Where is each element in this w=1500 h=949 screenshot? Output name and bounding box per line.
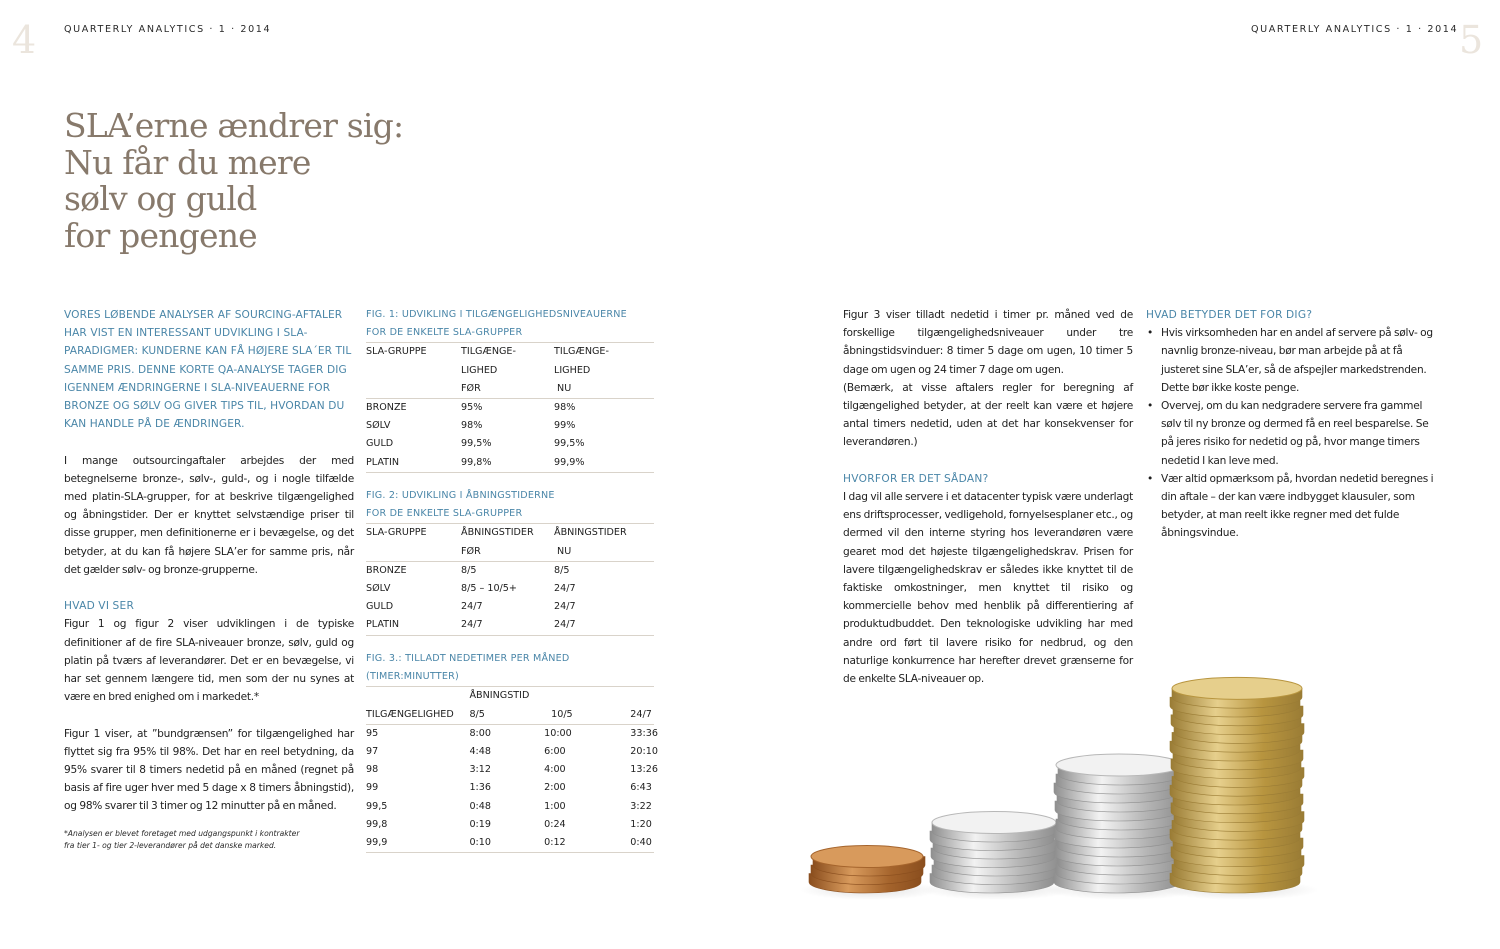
- cell: 97: [366, 746, 379, 758]
- coin-stacks-icon: [800, 650, 1500, 949]
- cell: SØLV: [366, 583, 391, 595]
- cell: BRONZE: [366, 402, 407, 414]
- cell: 24/7: [554, 601, 576, 613]
- table-row: [366, 580, 654, 598]
- cell: 0:24: [544, 818, 566, 830]
- figure-3-table: [366, 687, 658, 853]
- header-cell: FØR: [461, 380, 554, 399]
- cell: 0:40: [627, 834, 654, 853]
- cell: 3:22: [630, 800, 652, 812]
- cell: GULD: [366, 438, 394, 450]
- body-paragraph: Figur 1 og figur 2 viser udviklingen i de typiske definitioner af de fire SLA-niveauer bronze, sølv, guld og platin på tværs af leverandører. Det er en bevægelse, vi har set gennem længere tid, men som der nu synes at være en bred enighed om i markedet.*: [64, 618, 354, 704]
- cell: 95: [366, 727, 379, 739]
- cell: 8/5: [461, 564, 477, 576]
- cell: 99,5%: [461, 438, 492, 450]
- cell: 24/7: [461, 601, 483, 613]
- table-row: [366, 561, 654, 580]
- cell: 99,5: [366, 800, 388, 812]
- body-paragraph: Figur 3 viser tilladt nedetid i timer pr. måned ved de forskellige tilgængelighedsniveauer under tre åbningstidsvinduer: 8 timer 5 dage om ugen, 10 timer 5 dage om ugen og 24 timer 7 dage om ugen.: [843, 309, 1133, 376]
- article-title: [64, 108, 403, 254]
- cell: 6:43: [630, 782, 652, 794]
- table-row: [366, 816, 654, 834]
- body-paragraph: I dag vil alle servere i et datacenter typisk være underlagt ens driftsprocesser, vedligehold, fornyelsesplaner etc., og dermed vil den interne styring hos leverandøren være gearet mod det højeste tilgængelighedskrav. Prisen for lavere tilgængelighedskrav er således ikke knyttet til de faktiske omkostninger, men knyttet til risiko og kommercielle behov med henblik på differentiering af produktudbuddet. Den teknologiske udvikling har med andre ord ført til lavere risiko for nedbrud, og den naturlige konkurrence har herefter drevet grænserne for de enkelte SLA-niveauer op.: [843, 491, 1133, 686]
- title-line: Nu får du mere: [64, 142, 311, 182]
- coin-top: [811, 846, 923, 868]
- cell: 2:00: [544, 782, 566, 794]
- cell: 98: [366, 764, 379, 776]
- cell: 8/5 – 10/5+: [461, 583, 517, 595]
- header-cell: SLA-GRUPPE: [366, 346, 427, 358]
- cell: 24/7: [461, 616, 554, 635]
- bullet-icon: •: [1147, 400, 1153, 413]
- title-line: sølv og guld: [64, 179, 257, 218]
- table-row: [366, 417, 654, 435]
- cell: 1:36: [469, 782, 491, 794]
- coin-stack-gold: [1161, 677, 1319, 900]
- table-row: [366, 761, 654, 779]
- page-number-left: 4: [12, 18, 37, 62]
- cell: 95%: [461, 402, 483, 414]
- cell: 0:10: [469, 834, 544, 853]
- cell: 33:36: [630, 727, 658, 739]
- bullet-icon: •: [1147, 327, 1153, 340]
- cell: 4:48: [469, 746, 491, 758]
- figure-1-caption: [366, 306, 654, 343]
- cell: 99,9: [366, 834, 469, 853]
- cell: 20:10: [630, 746, 658, 758]
- list-item-text: Overvej, om du kan nedgradere servere fra gammel sølv til ny bronze og dermed få en reel besparelse. Se på jeres risiko for nedetid og på, hvor mange timers nedetid I kan leve med.: [1161, 400, 1429, 467]
- title-line: for pengene: [64, 215, 257, 255]
- header-cell: TILGÆNGELIGHED: [366, 706, 469, 725]
- cell: 99,8: [366, 818, 388, 830]
- caption-line: FOR DE ENKELTE SLA-GRUPPER: [366, 508, 523, 520]
- table-row: [366, 743, 654, 761]
- table-row: [366, 834, 654, 853]
- header-cell: LIGHED: [461, 364, 498, 376]
- cell: 99%: [554, 420, 576, 432]
- cell: SØLV: [366, 420, 391, 432]
- figure-1: [366, 306, 654, 473]
- lead-paragraph: VORES LØBENDE ANALYSER AF SOURCING-AFTALER HAR VIST EN INTERESSANT UDVIKLING I SLA-PARADIGMER: KUNDERNE KAN FÅ HØJERE SLA´ER TIL SAMME PRIS. DENNE KORTE QA-ANALYSE TAGER DIG IGENNEM ÆNDRINGERNE I SLA-NIVEAUERNE FOR BRONZE OG SØLV OG GIVER TIPS TIL, HVORDAN DU KAN HANDLE PÅ DE ÆNDRINGER.: [64, 309, 352, 431]
- cell: 1:00: [544, 800, 566, 812]
- caption-line: FIG. 2: UDVIKLING I ÅBNINGSTIDERNE: [366, 490, 555, 501]
- list-item: [1146, 470, 1436, 543]
- table-row: [366, 798, 654, 816]
- cell: GULD: [366, 601, 394, 613]
- cell: 8:00: [469, 727, 491, 739]
- cell: 13:26: [630, 764, 658, 776]
- header-cell: ÅBNINGSTIDER: [461, 527, 534, 539]
- figure-2: [366, 487, 654, 636]
- footnote-line: *Analysen er blevet foretaget med udgangspunkt i kontrakter: [64, 828, 300, 838]
- cell: 24/7: [554, 583, 576, 595]
- figure-2-caption: [366, 487, 654, 524]
- cell: 0:19: [469, 818, 491, 830]
- cell: 24/7: [554, 616, 654, 635]
- cell: 99,8%: [461, 454, 554, 473]
- tips-list: [1146, 324, 1436, 542]
- section-heading-hvad-vi-ser: HVAD VI SER: [64, 600, 135, 613]
- figure-3-caption: [366, 650, 654, 687]
- cell: 10:00: [544, 727, 572, 739]
- header-cell: FØR: [461, 543, 554, 562]
- cell: 0:12: [544, 834, 627, 853]
- coin-top: [1172, 677, 1302, 699]
- intro-paragraph: I mange outsourcingaftaler arbejdes der med betegnelserne bronze-, sølv-, guld-, og i nogle tilfælde med platin-SLA-grupper, for at beskrive tilgængelighed og åbningstider. Der er knyttet selvstændige priser til disse grupper, men definitionerne er i bevægelse, og det betyder, at du kan få højere SLA’er for samme pris, når det gælder sølv- og bronze-grupperne.: [64, 454, 354, 576]
- cell: 99: [366, 782, 379, 794]
- section-heading-hvorfor: HVORFOR ER DET SÅDAN?: [843, 472, 989, 485]
- table-row: [366, 598, 654, 616]
- section-heading-betyder: HVAD BETYDER DET FOR DIG?: [1146, 309, 1313, 321]
- caption-line: FOR DE ENKELTE SLA-GRUPPER: [366, 327, 523, 339]
- left-column: [64, 306, 354, 853]
- figure-2-table: [366, 524, 654, 635]
- header-cell: TILGÆNGE-: [554, 346, 609, 358]
- page-number-right: 5: [1459, 18, 1484, 62]
- header-cell: ÅBNINGSTIDER: [554, 527, 627, 539]
- cell: 99,5%: [554, 438, 585, 450]
- cell: BRONZE: [366, 564, 407, 576]
- caption-line: FIG. 1: UDVIKLING I TILGÆNGELIGHEDSNIVEAUERNE: [366, 309, 627, 320]
- table-row: [366, 399, 654, 418]
- cell: 98%: [461, 420, 483, 432]
- header-cell: NU: [554, 543, 654, 562]
- cell: 3:12: [469, 764, 491, 776]
- footnote: [64, 828, 354, 854]
- footnote-line: fra tier 1- og tier 2-leverandører på det danske marked.: [64, 841, 277, 851]
- table-row: [366, 724, 654, 743]
- bullet-icon: •: [1147, 472, 1153, 485]
- running-head-left: QUARTERLY ANALYTICS · 1 · 2014: [64, 24, 272, 35]
- list-item-text: Vær altid opmærksom på, hvordan nedetid beregnes i din aftale – der kan være indbygget klausuler, som betyder, at man reelt ikke regner med det fulde åbningsvindue.: [1161, 472, 1434, 540]
- coin-stack-bronze: [800, 846, 940, 901]
- list-item: [1146, 324, 1436, 397]
- cell: 6:00: [544, 746, 566, 758]
- figure-3: [366, 650, 658, 853]
- figure-1-table: [366, 343, 654, 472]
- header-cell: NU: [554, 380, 654, 399]
- cell: 0:48: [469, 800, 491, 812]
- cell: 1:20: [630, 818, 652, 830]
- cell: PLATIN: [366, 454, 461, 473]
- coin-top: [932, 812, 1056, 834]
- header-cell: SLA-GRUPPE: [366, 527, 427, 539]
- header-cell: 24/7: [627, 706, 654, 725]
- body-paragraph: (Bemærk, at visse aftalers regler for beregning af tilgængelighed betyder, at der reelt kan være et højere antal timers nedetid, uden at det har konsekvenser for leverandøren.): [843, 381, 1133, 449]
- list-item: [1146, 397, 1436, 470]
- cell: 99,9%: [554, 454, 654, 473]
- cell: 8/5: [554, 564, 570, 576]
- coin-top: [1056, 754, 1182, 776]
- table-row: [366, 435, 654, 453]
- running-head-right: QUARTERLY ANALYTICS · 1 · 2014: [1251, 24, 1459, 35]
- table-row: [366, 454, 654, 473]
- table-row: [366, 616, 654, 635]
- right-column-1: [843, 306, 1133, 688]
- cell: 4:00: [544, 764, 566, 776]
- header-cell: TILGÆNGE-: [461, 346, 516, 358]
- body-paragraph: Figur 1 viser, at ”bundgrænsen” for tilgængelighed har flyttet sig fra 95% til 98%. Det har en reel betydning, da 95% svarer til 8 timers nedetid på en måned (regnet på basis af fire uger hver med 5 dage x 8 timers åbningstid), og 98% svarer til 3 timer og 12 minutter på en måned.: [64, 727, 354, 813]
- cell: 98%: [554, 402, 576, 414]
- list-item-text: Hvis virksomheden har en andel af servere på sølv- og navnlig bronze-niveau, bør man arbejde på at få justeret sine SLA’er, så de afspejler markedstrenden. Dette bør ikke koste penge.: [1161, 327, 1433, 394]
- header-cell: LIGHED: [554, 364, 591, 376]
- caption-line: FIG. 3.: TILLADT NEDETIMER PER MÅNED: [366, 653, 570, 664]
- table-row: [366, 779, 654, 797]
- header-cell: 8/5: [469, 706, 544, 725]
- title-line: SLA’erne ændrer sig:: [64, 106, 404, 145]
- header-cell: ÅBNINGSTID: [469, 690, 530, 702]
- right-column-2: [1146, 306, 1436, 543]
- cell: PLATIN: [366, 616, 461, 635]
- caption-line: (TIMER:MINUTTER): [366, 671, 459, 683]
- header-cell: 10/5: [544, 706, 627, 725]
